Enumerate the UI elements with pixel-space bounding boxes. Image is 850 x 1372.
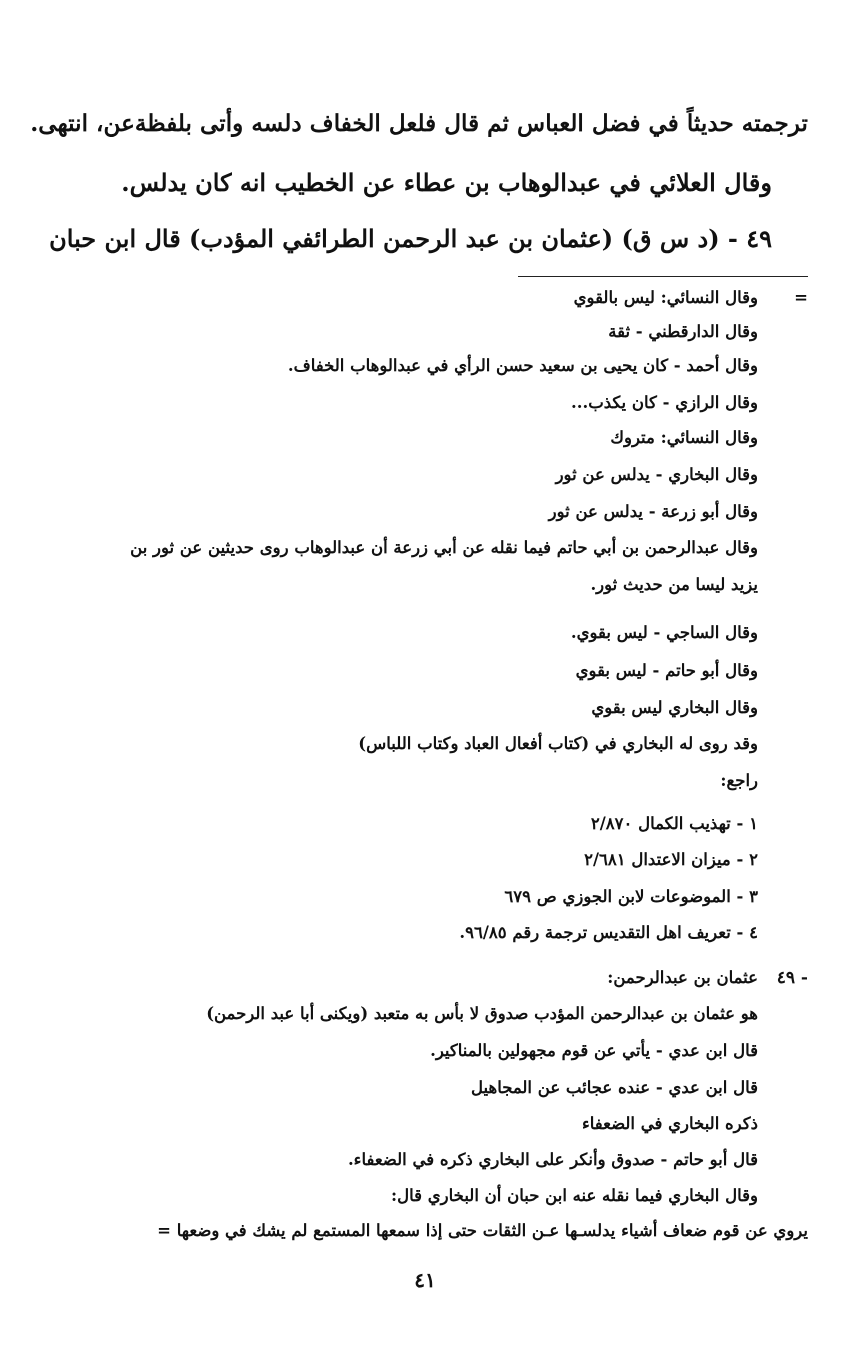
footnote-line: وقال أبو زرعة - يدلس عن ثور <box>548 502 758 521</box>
note-line: وقال البخاري فيما نقله عنه ابن حبان أن البخاري قال: <box>391 1186 758 1205</box>
page-number: ٤١ <box>414 1268 436 1292</box>
footnote-line: وقال البخاري - يدلس عن ثور <box>555 465 758 484</box>
note-line: عثمان بن عبدالرحمن: <box>607 968 758 987</box>
main-line-2: وقال العلائي في عبدالوهاب بن عطاء عن الخطيب انه كان يدلس. <box>121 168 772 197</box>
footnote-line: وقال البخاري ليس بقوي <box>591 698 758 717</box>
footnote-line: وقال الرازي - كان يكذب... <box>570 393 758 412</box>
note-line: ذكره البخاري في الضعفاء <box>582 1114 758 1133</box>
note-line: يروي عن قوم ضعاف أشياء يدلسـها عـن الثقات حتى إذا سمعها المستمع لم يشك في وضعها = <box>157 1221 808 1240</box>
continuation-mark: = <box>794 288 808 307</box>
note-line: قال ابن عدي - يأتي عن قوم مجهولين بالمناكير. <box>430 1041 758 1060</box>
footnote-line: وقد روى له البخاري في (كتاب أفعال العباد وكتاب اللباس) <box>358 734 758 753</box>
footnote-line: راجع: <box>720 771 758 790</box>
reference-item: ١ - تهذيب الكمال ٢/٨٧٠ <box>590 814 758 833</box>
footnote-line: وقال الدارقطني - ثقة <box>608 322 758 341</box>
reference-item: ٣ - الموضوعات لابن الجوزي ص ٦٧٩ <box>504 887 758 906</box>
entry-heading-49: ٤٩ - (د س ق) (عثمان بن عبد الرحمن الطرائفي المؤدب) قال ابن حبان <box>49 224 772 253</box>
footnote-line: وقال أحمد - كان يحيى بن سعيد حسن الرأي في عبدالوهاب الخفاف. <box>287 356 758 375</box>
footnote-divider <box>518 276 808 277</box>
note-line: قال أبو حاتم - صدوق وأنكر على البخاري ذكره في الضعفاء. <box>347 1150 758 1169</box>
footnote-line: وقال النسائي: متروك <box>610 428 758 447</box>
note-line: قال ابن عدي - عنده عجائب عن المجاهيل <box>471 1078 758 1097</box>
footnote-line: وقال الساجي - ليس بقوي. <box>570 623 758 642</box>
footnote-line: وقال عبدالرحمن بن أبي حاتم فيما نقله عن أبي زرعة أن عبدالوهاب روى حديثين عن ثور بن <box>130 538 758 557</box>
note-line: هو عثمان بن عبدالرحمن المؤدب صدوق لا بأس به متعبد (ويكنى أبا عبد الرحمن) <box>206 1004 758 1023</box>
reference-item: ٤ - تعريف اهل التقديس ترجمة رقم ٩٦/٨٥. <box>459 923 758 942</box>
main-line-1: ترجمته حديثاً في فضل العباس ثم قال فلعل الخفاف دلسه وأتى بلفظةعن، انتهى. <box>30 110 808 137</box>
footnote-line: وقال أبو حاتم - ليس بقوي <box>575 661 758 680</box>
reference-item: ٢ - ميزان الاعتدال ٢/٦٨١ <box>584 850 758 869</box>
note-number: ٤٩ - <box>776 968 808 988</box>
footnote-line: يزيد ليسا من حديث ثور. <box>590 575 758 594</box>
footnote-line: وقال النسائي: ليس بالقوي <box>573 288 758 307</box>
